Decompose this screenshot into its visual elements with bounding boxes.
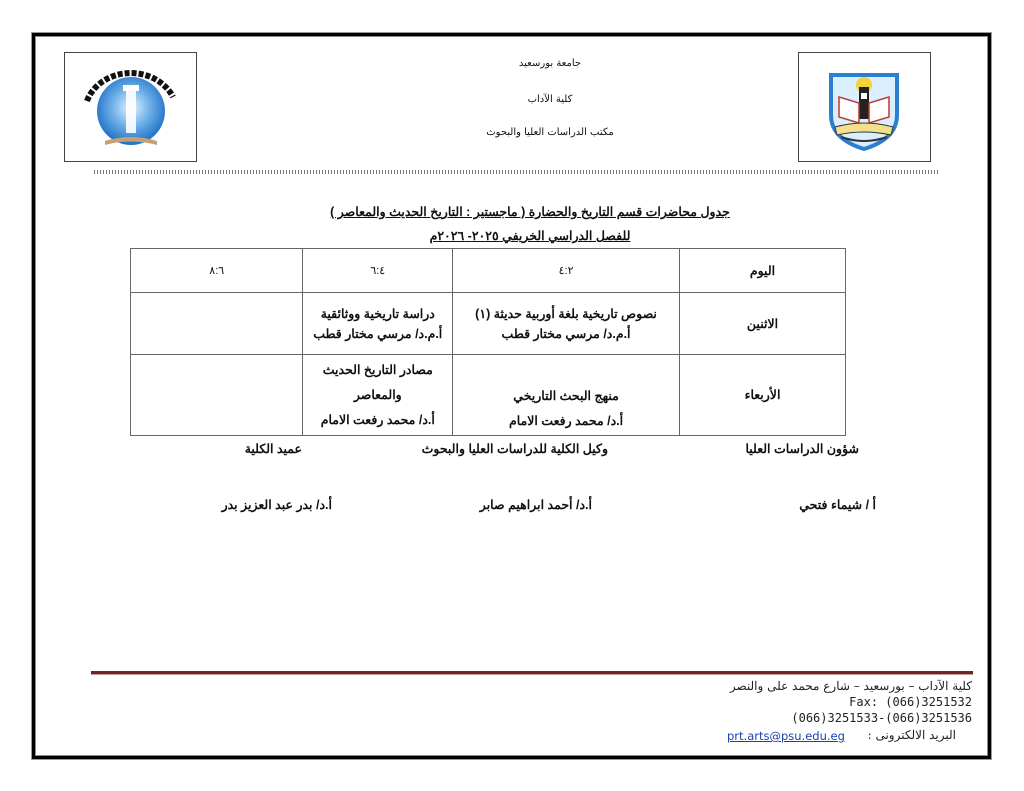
- table-row: [131, 293, 846, 355]
- row-slot-6-8: [131, 293, 303, 355]
- row-slot-6-8: [131, 355, 303, 436]
- semester-title: للفصل الدراسي الخريفي ٢٠٢٥- ٢٠٢٦م: [429, 229, 631, 243]
- faculty-of-arts-logo-icon: [65, 53, 196, 161]
- table-header-row: [131, 249, 846, 293]
- schedule-table: [130, 248, 846, 436]
- course-name: منهج البحث التاريخي: [513, 389, 619, 403]
- signature-name: أ.د/ بدر عبد العزيز بدر: [221, 498, 332, 512]
- header-day: اليوم: [680, 249, 846, 293]
- office-name: مكتب الدراسات العليا والبحوث: [486, 127, 614, 138]
- header-slot-4-6: ٦:٤: [303, 249, 453, 293]
- instructor-name: أ.م.د/ مرسي مختار قطب: [501, 326, 631, 341]
- course-name-cont: والمعاصر: [353, 387, 402, 402]
- row-slot-4-6: [303, 293, 453, 355]
- course-name: دراسة تاريخية ووثائقية: [320, 306, 435, 321]
- header-divider: [94, 170, 938, 174]
- footer-fax: Fax: (066)3251532: [849, 695, 972, 709]
- signature-name: أ.د/ أحمد ابراهيم صابر: [479, 498, 592, 512]
- schedule-title: جدول محاضرات قسم التاريخ والحضارة ( ماجستير : التاريخ الحديث والمعاصر ): [330, 205, 730, 219]
- footer-divider-accent: [91, 674, 973, 675]
- footer-phones: (066)3251533-(066)3251536: [791, 711, 972, 725]
- signature-role: عميد الكلية: [244, 442, 302, 456]
- faculty-name: كلية الآداب: [527, 94, 573, 105]
- footer-email-label: البريد الالكترونى :: [867, 728, 956, 742]
- instructor-name: أ.م.د/ مرسي مختار قطب: [313, 326, 443, 341]
- instructor-name: أ.د/ محمد رفعت الامام: [320, 412, 435, 427]
- signature-name: أ / شيماء فتحي: [799, 498, 876, 512]
- footer-email-link[interactable]: prt.arts@psu.edu.eg: [727, 729, 845, 743]
- course-name: مصادر التاريخ الحديث: [322, 362, 433, 377]
- table-row: [131, 355, 846, 436]
- row-day: الأربعاء: [680, 355, 846, 436]
- instructor-name: أ.د/ محمد رفعت الامام: [508, 414, 624, 428]
- signature-role: شؤون الدراسات العليا: [745, 442, 859, 456]
- row-slot-2-4: [453, 293, 680, 355]
- course-name: نصوص تاريخية بلغة أوربية حديثة (١): [475, 306, 657, 321]
- header-slot-2-4: ٤:٢: [453, 249, 680, 293]
- header-slot-6-8: ٨:٦: [131, 249, 303, 293]
- footer-address: كلية الآداب – بورسعيد – شارع محمد على والنصر: [729, 679, 972, 693]
- university-logo-box: [798, 52, 931, 162]
- university-name: جامعة بورسعيد: [518, 58, 582, 69]
- row-day: الاثنين: [680, 293, 846, 355]
- row-slot-4-6: [303, 355, 453, 436]
- port-said-university-logo-icon: [799, 53, 930, 161]
- faculty-logo-box: [64, 52, 197, 162]
- signature-role: وكيل الكلية للدراسات العليا والبحوث: [421, 442, 608, 456]
- row-slot-2-4: [453, 355, 680, 436]
